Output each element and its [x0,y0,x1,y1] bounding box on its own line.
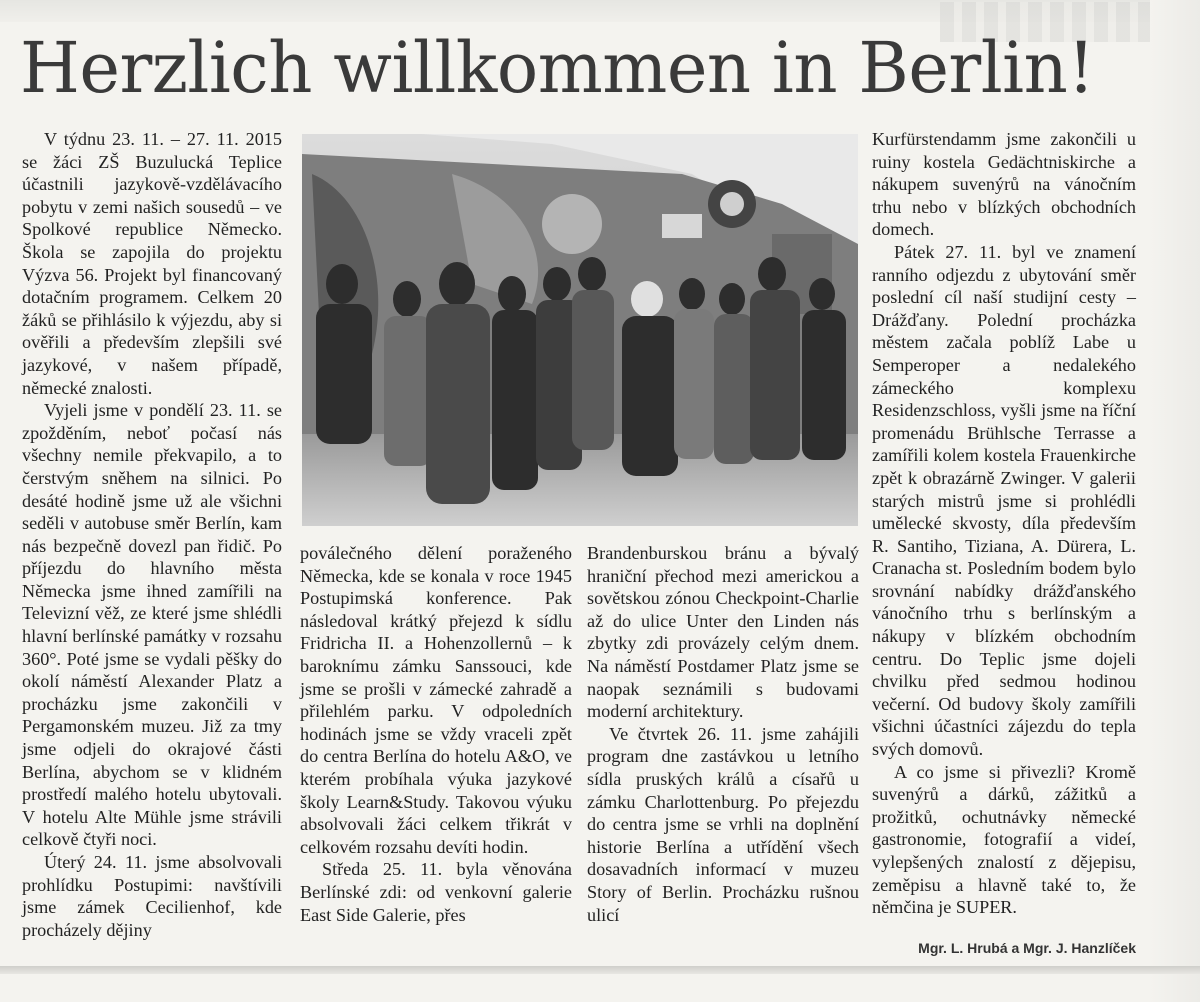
paragraph: Úterý 24. 11. jsme absolvovali prohlídku Postupimi: navštívili jsme zámek Cecilienhof, kde procházely dějiny [22,852,282,940]
bottom-rule [0,966,1200,974]
headline: Herzlich willkommen in Berlin! [20,27,1095,109]
paragraph: Ve čtvrtek 26. 11. jsme zahájili program dne zastávkou u letního sídla pruských králů a císařů u zámku Charlottenburg. Po přejezdu do centra jsme se vrhli na doplnění historie Berlína a utřídění všech dosavadních informací v muzeu Story of Berlin. Procházku rušnou ulicí [587,723,859,925]
byline: Mgr. L. Hrubá a Mgr. J. Hanzlíček [918,940,1136,956]
paragraph: A co jsme si přivezli? Kromě suvenýrů a dárků, zážitků a prožitků, ochutnávky německé gastronomie, fotografií a videí, vylepšených znalostí z dějepisu, zeměpisu a hlavně také to, že němčina je SUPER. [872,761,1136,918]
paragraph: Středa 25. 11. byla věnována Berlínské zdi: od venkovní galerie East Side Galerie, přes [300,859,572,925]
paragraph: Pátek 27. 11. byl ve znamení ranního odjezdu z ubytování směr poslední cíl naší studijní cesty – Drážďany. Polední procházka městem začala poblíž Labe u Semperoper a nedalekého zámeckého komplexu Residenzschloss, vyšli jsme na říční promenádu Brühlsche Terrasse a zamířili kolem kostela Frauenkirche zpět k obrazárně Zwinger. V galerii starých mistrů jsme si prohlédli umělecké skvosty, díla především R. Santiho, Tiziana, A. Dürera, L. Cranacha st. Posledním bodem bylo srovnání nabídky drážďanského vánočního trhu s berlínským a nákupy v blízkém obchodním centru. Do Teplic jsme dojeli chvilku před sedmou hodinou večerní. Od budovy školy zamířili všichni účastníci zájezdu do tepla svých domovů. [872,241,1136,760]
article-column-4 [872,128,1136,919]
paragraph: poválečného dělení poraženého Německa, kde se konala v roce 1945 Postupimská konference. Pak následoval krátký přejezd k sídlu Fridricha II. a Hohenzollernů – k baroknímu zámku Sanssouci, kde jsme se prošli v zámecké zahradě a přilehlém parku. V odpoledních hodinách jsme se vždy vraceli zpět do centra Berlína do hotelu A&O, ve kterém probíhala výuka jazykové školy Learn&Study. Takovou výuku absolvovali žáci celkem třikrát v celkovém rozsahu devíti hodin. [300,543,572,857]
page-edge [1150,0,1200,1002]
paragraph: V týdnu 23. 11. – 27. 11. 2015 se žáci ZŠ Buzulucká Teplice účastnili jazykově-vzdělávacího pobytu v zemi našich sousedů – ve Spolkové republice Německo. Škola se zapojila do projektu Výzva 56. Projekt byl financovaný dotačním programem. Celkem 20 žáků se přihlásilo k výjezdu, aby si ověřili a především zlepšili své jazykové, v našem případě, německé znalosti. [22,129,282,398]
group-photo-image [302,134,858,526]
group-photo [302,134,858,526]
paragraph: Vyjeli jsme v pondělí 23. 11. se zpožděním, neboť počasí nás všechny nemile překvapilo, a to čerstvým sněhem na silnici. Po desáté hodině jsme už ale všichni seděli v autobuse směr Berlín, kam nás bezpečně dovezl pan řidič. Po příjezdu do hlavního města Německa jsme ihned zamířili na Televizní věž, ze které jsme shlédli hlavní berlínské památky v rozsahu 360°. Poté jsme se vydali pěšky do okolí náměstí Alexander Platz a procházku jsme zakončili v Pergamonském muzeu. Již za tmy jsme odjeli do okrajové části Berlína, abychom se v klidném prostředí malého hotelu ubytovali. V hotelu Alte Mühle jsme strávili celkově čtyři noci. [22,400,282,850]
article-column-2 [300,542,572,926]
article-column-1 [22,128,282,941]
paragraph: Brandenburskou bránu a bývalý hraniční přechod mezi americkou a sovětskou zónou Checkpoint-Charlie až do ulice Unter den Linden nás zbytky zdi provázely celým dnem. Na náměstí Postdamer Platz jsme se naopak seznámili s budovami moderní architektury. [587,543,859,722]
paragraph: Kurfürstendamm jsme zakončili u ruiny kostela Gedächtniskirche a nákupem suvenýrů na vánočním trhu nebo v blízkých obchodních domech. [872,129,1136,240]
article-column-3 [587,542,859,926]
